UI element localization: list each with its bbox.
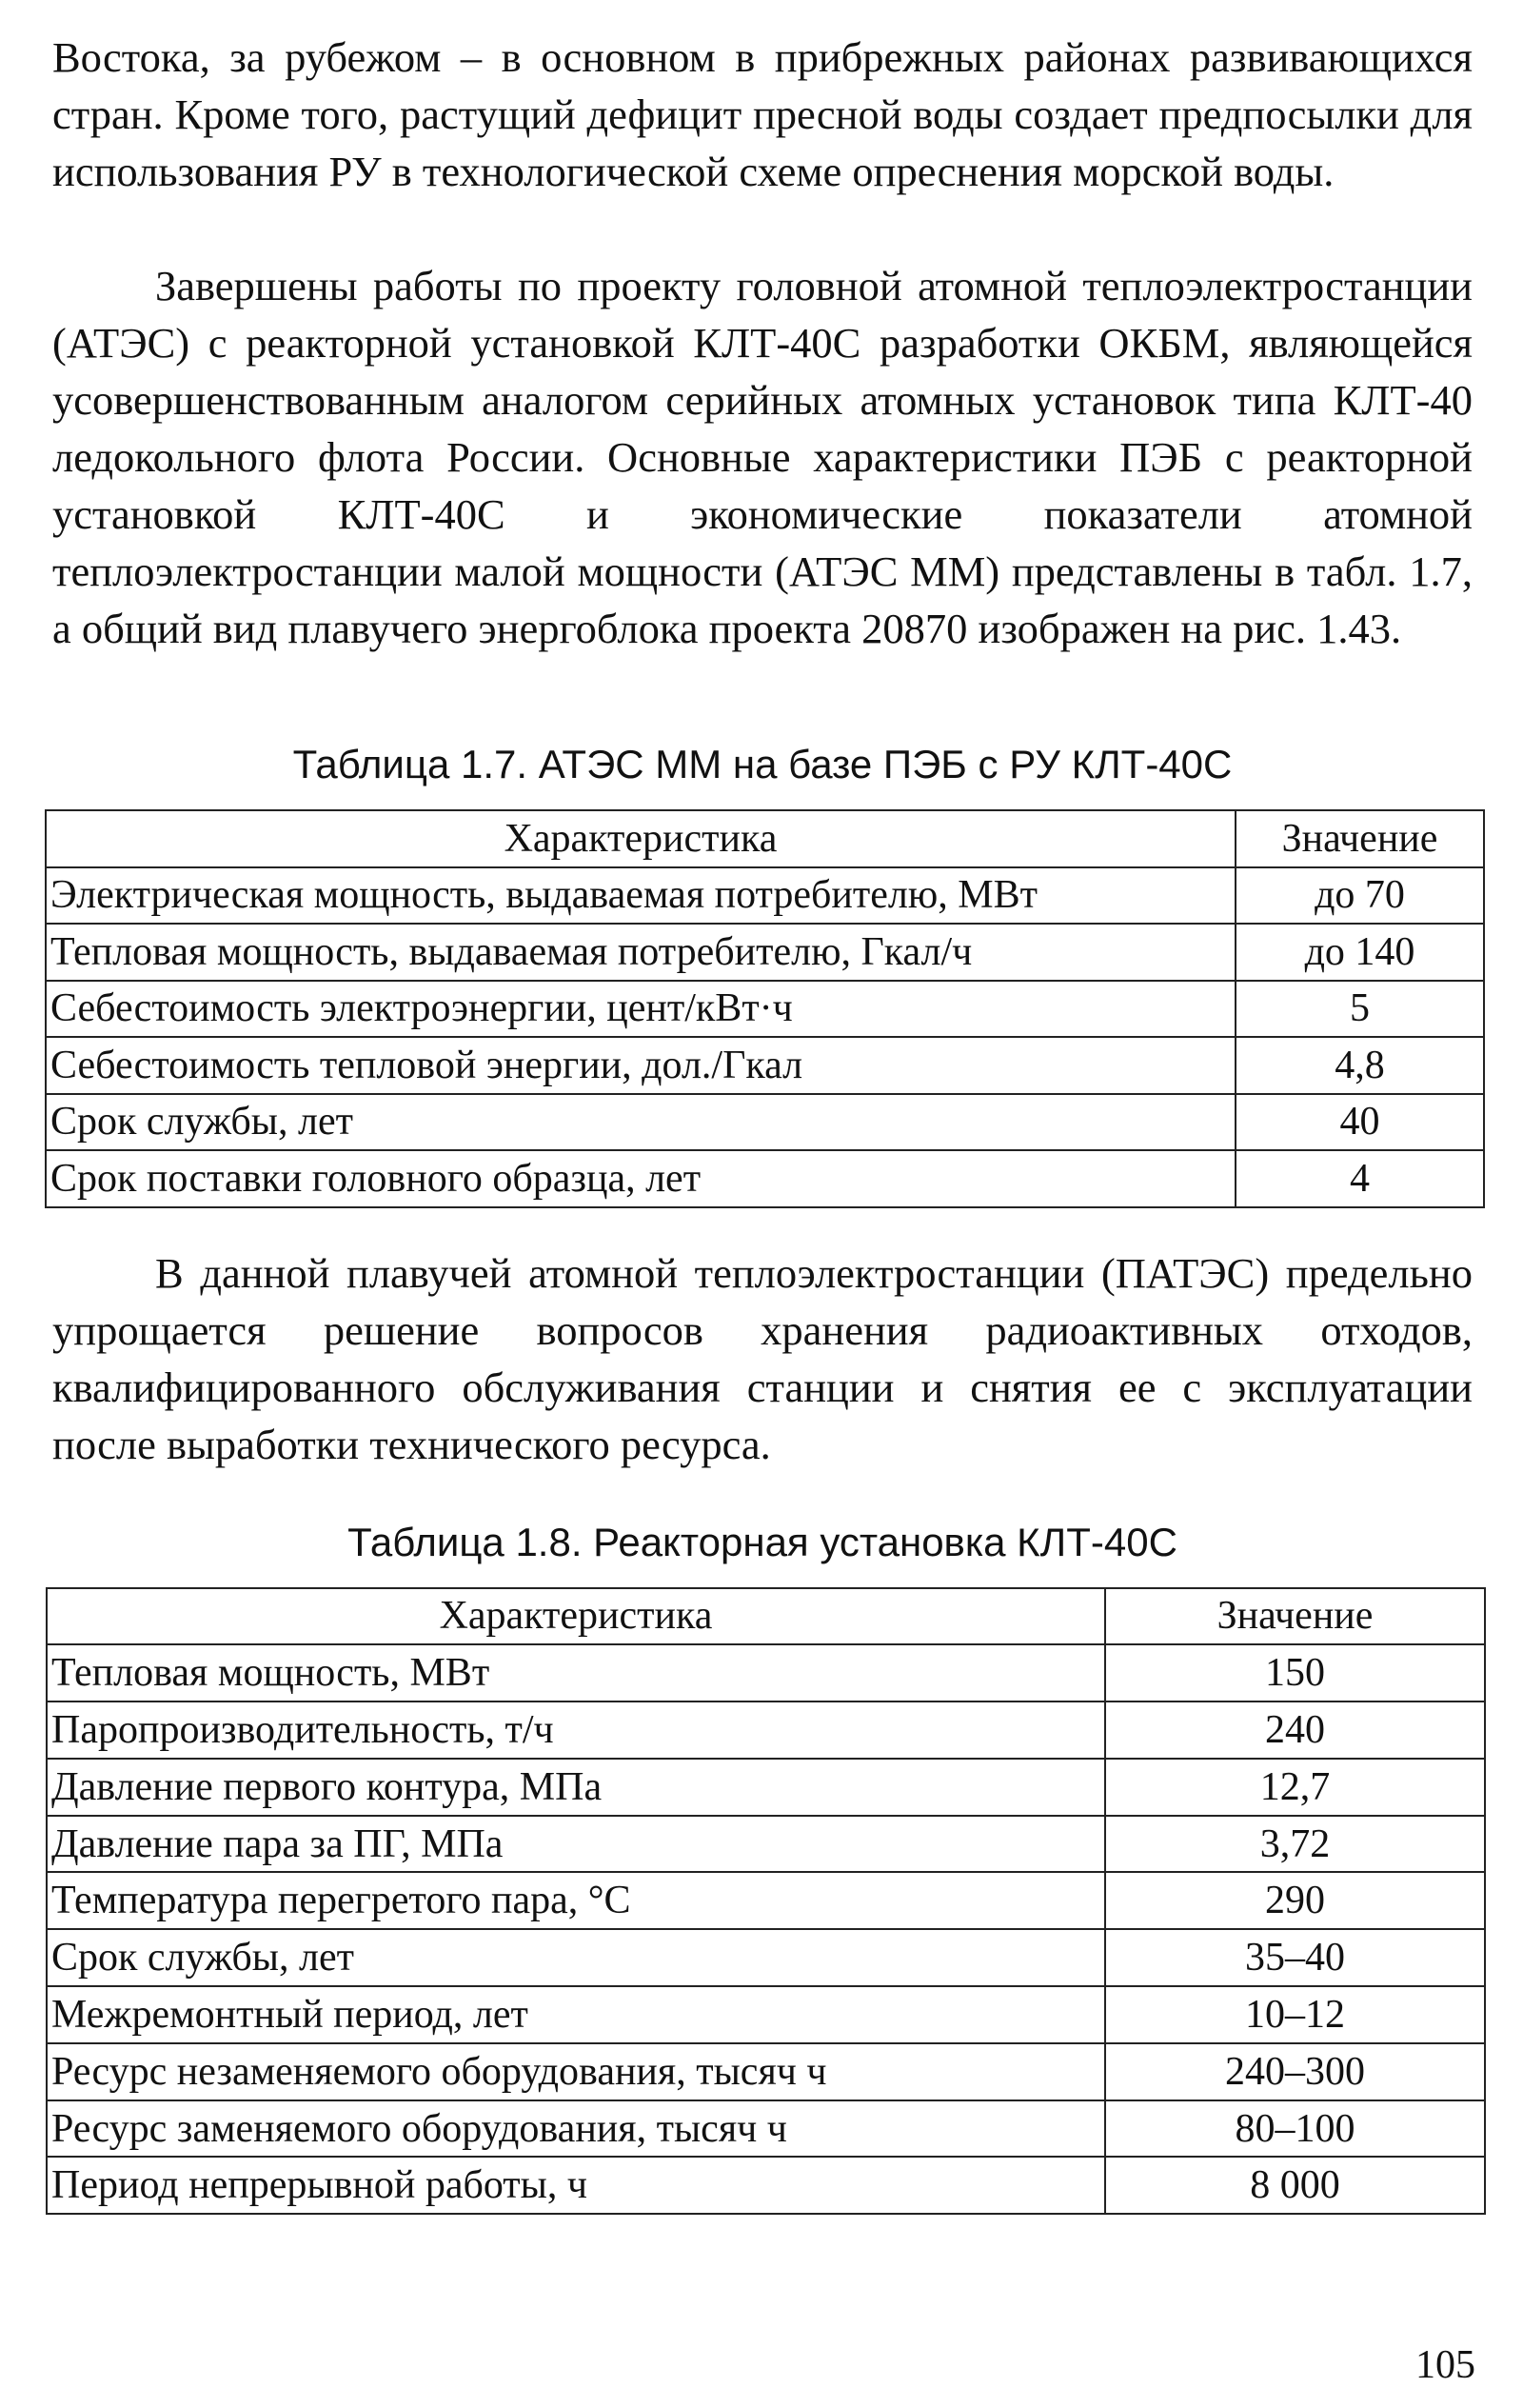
- row-value: 3,72: [1105, 1816, 1485, 1873]
- row-label: Паропроизводительность, т/ч: [47, 1702, 1105, 1759]
- row-label: Электрическая мощность, выдаваемая потребителю, МВт: [46, 867, 1236, 925]
- page: [52, 29, 1473, 2215]
- table-1-7-caption: Таблица 1.7. АТЭС ММ на базе ПЭБ с РУ КЛТ-40С: [292, 742, 1233, 786]
- header-characteristic: Характеристика: [46, 810, 1236, 867]
- row-label: Температура перегретого пара, °С: [47, 1872, 1105, 1929]
- table-header-row: [47, 1588, 1485, 1645]
- row-value: 5: [1236, 981, 1484, 1038]
- table-row: [47, 1644, 1485, 1702]
- row-value: 290: [1105, 1872, 1485, 1929]
- row-label: Себестоимость электроэнергии, цент/кВт·ч: [46, 981, 1236, 1038]
- row-label: Тепловая мощность, выдаваемая потребителю, Гкал/ч: [46, 924, 1236, 981]
- row-label: Тепловая мощность, МВт: [47, 1644, 1105, 1702]
- header-value: Значение: [1105, 1588, 1485, 1645]
- paragraph-2: Завершены работы по проекту головной атомной теплоэлектростанции (АТЭС) с реакторной установкой КЛТ-40С разработки ОКБМ, являющейся усовершенствованным аналогом серийных атомных установок типа КЛТ-40 ледокольного флота России. Основные характеристики ПЭБ с реакторной установкой КЛТ-40С и экономические показатели атомной теплоэлектростанции малой мощности (АТЭС ММ) представлены в табл. 1.7, а общий вид плавучего энергоблока проекта 20870 изображен на рис. 1.43.: [52, 262, 1473, 652]
- table-header-row: [46, 810, 1484, 867]
- row-value: 10–12: [1105, 1986, 1485, 2043]
- table-1-8: [46, 1587, 1486, 2216]
- paragraph-3: В данной плавучей атомной теплоэлектростанции (ПАТЭС) предельно упрощается решение вопросов хранения радиоактивных отходов, квалифицированного обслуживания станции и снятия ее с эксплуатации после выработки технического ресурса.: [52, 1248, 1473, 1468]
- table-row: [47, 1816, 1485, 1873]
- table-row: [47, 2157, 1485, 2214]
- table-row: [47, 1872, 1485, 1929]
- table-row: [46, 924, 1484, 981]
- row-label: Срок службы, лет: [47, 1929, 1105, 1986]
- row-label: Ресурс заменяемого оборудования, тысяч ч: [47, 2100, 1105, 2158]
- table-1-8-caption: Таблица 1.8. Реакторная установка КЛТ-40С: [347, 1519, 1177, 1564]
- table-row: [47, 1702, 1485, 1759]
- table-row: [46, 1094, 1484, 1151]
- row-value: 80–100: [1105, 2100, 1485, 2158]
- row-value: 4: [1236, 1150, 1484, 1207]
- table-row: [47, 2100, 1485, 2158]
- table-row: [46, 1037, 1484, 1094]
- row-label: Себестоимость тепловой энергии, дол./Гкал: [46, 1037, 1236, 1094]
- table-row: [46, 981, 1484, 1038]
- row-label: Ресурс незаменяемого оборудования, тысяч ч: [47, 2043, 1105, 2100]
- paragraph-1: Востока, за рубежом – в основном в прибрежных районах развивающихся стран. Кроме того, растущий дефицит пресной воды создает предпосылки для использования РУ в технологической схеме опреснения морской воды.: [52, 33, 1473, 195]
- table-row: [47, 1929, 1485, 1986]
- row-label: Давление первого контура, МПа: [47, 1759, 1105, 1816]
- page-number: 105: [1415, 2343, 1475, 2387]
- row-label: Межремонтный период, лет: [47, 1986, 1105, 2043]
- table-row: [47, 1759, 1485, 1816]
- table-row: [46, 867, 1484, 925]
- row-value: до 140: [1236, 924, 1484, 981]
- table-row: [47, 1986, 1485, 2043]
- row-value: 150: [1105, 1644, 1485, 1702]
- row-label: Срок поставки головного образца, лет: [46, 1150, 1236, 1207]
- table-row: [46, 1150, 1484, 1207]
- table-1-7: [45, 809, 1485, 1208]
- row-value: 40: [1236, 1094, 1484, 1151]
- row-label: Срок службы, лет: [46, 1094, 1236, 1151]
- table-row: [47, 2043, 1485, 2100]
- header-value: Значение: [1236, 810, 1484, 867]
- row-label: Период непрерывной работы, ч: [47, 2157, 1105, 2214]
- row-value: до 70: [1236, 867, 1484, 925]
- row-value: 8 000: [1105, 2157, 1485, 2214]
- row-value: 240–300: [1105, 2043, 1485, 2100]
- row-label: Давление пара за ПГ, МПа: [47, 1816, 1105, 1873]
- header-characteristic: Характеристика: [47, 1588, 1105, 1645]
- row-value: 240: [1105, 1702, 1485, 1759]
- row-value: 35–40: [1105, 1929, 1485, 1986]
- row-value: 4,8: [1236, 1037, 1484, 1094]
- row-value: 12,7: [1105, 1759, 1485, 1816]
